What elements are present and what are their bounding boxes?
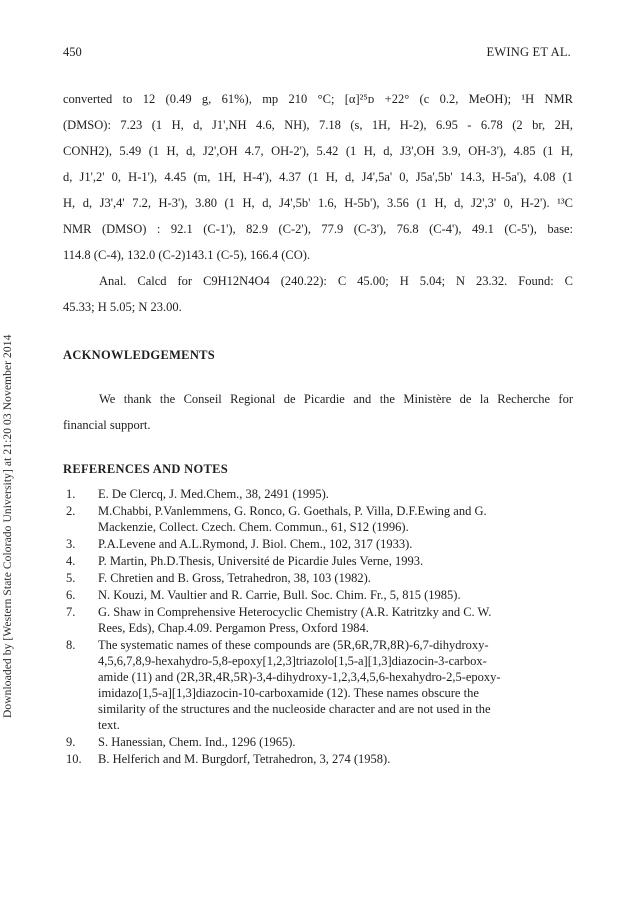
reference-item: [58, 637, 578, 733]
reference-text-line: G. Shaw in Comprehensive Heterocyclic Chemistry (A.R. Katritzky and C. W.: [98, 605, 492, 619]
reference-number: 7.: [66, 605, 76, 619]
reference-text-line: Rees, Eds), Chap.4.09. Pergamon Press, Oxford 1984.: [98, 621, 369, 635]
reference-text-line: 4,5,6,7,8,9-hexahydro-5,8-epoxy[1,2,3]triazolo[1,5-a][1,3]diazocin-3-carbox-: [98, 654, 487, 668]
analysis-line: 45.33; H 5.05; N 23.00.: [63, 300, 182, 314]
acknowledgements-heading: ACKNOWLEDGEMENTS: [63, 348, 216, 362]
page-number: 450: [63, 45, 82, 59]
experimental-paragraph: [63, 86, 573, 268]
reference-text-line: M.Chabbi, P.Vanlemmens, G. Ronco, G. Goethals, P. Villa, D.F.Ewing and G.: [98, 504, 487, 518]
reference-number: 8.: [66, 638, 76, 652]
reference-item: [58, 553, 578, 569]
reference-number: 4.: [66, 554, 76, 568]
reference-text-line: The systematic names of these compounds are (5R,6R,7R,8R)-6,7-dihydroxy-: [98, 638, 489, 652]
experimental-line: (DMSO): 7.23 (1 H, d, J1',NH 4.6, NH), 7.18 (s, 1H, H-2), 6.95 - 6.78 (2 br, 2H,: [63, 118, 573, 132]
reference-number: 2.: [66, 504, 76, 518]
references-heading: REFERENCES AND NOTES: [63, 462, 229, 476]
reference-text-line: similarity of the structures and the nucleoside character and are not used in the: [98, 702, 491, 716]
reference-text-line: P.A.Levene and A.L.Rymond, J. Biol. Chem., 102, 317 (1933).: [98, 537, 413, 551]
experimental-line: converted to 12 (0.49 g, 61%), mp 210 °C; [α]²⁵ᴅ +22° (c 0.2, MeOH); ¹H NMR: [63, 92, 573, 106]
acknowledgements-line: We thank the Conseil Regional de Picardie and the Ministère de la Recherche for: [99, 392, 573, 406]
reference-text-line: N. Kouzi, M. Vaultier and R. Carrie, Bull. Soc. Chim. Fr., 5, 815 (1985).: [98, 588, 461, 602]
experimental-line: d, J1',2' 0, H-1'), 4.45 (m, 1H, H-4'), 4.37 (1 H, d, J4',5a' 0, J5a',5b' 14.3, H-5a'), 4.08 (1: [63, 170, 573, 184]
reference-number: 9.: [66, 735, 76, 749]
acknowledgements-paragraph: [63, 386, 573, 438]
download-watermark: Downloaded by [Western State Colorado University] at 21:20 03 November 2014: [2, 334, 14, 718]
reference-number: 3.: [66, 537, 76, 551]
acknowledgements-line: financial support.: [63, 418, 151, 432]
reference-text-line: P. Martin, Ph.D.Thesis, Université de Picardie Jules Verne, 1993.: [98, 554, 424, 568]
experimental-line: 114.8 (C-4), 132.0 (C-2)143.1 (C-5), 166.4 (CO).: [63, 248, 311, 262]
running-header-authors: EWING ET AL.: [486, 45, 571, 59]
reference-number: 10.: [66, 752, 82, 766]
reference-text-line: Mackenzie, Collect. Czech. Chem. Commun., 61, S12 (1996).: [98, 520, 409, 534]
analysis-line: Anal. Calcd for C9H12N4O4 (240.22): C 45.00; H 5.04; N 23.32. Found: C: [99, 274, 573, 288]
experimental-line: H, d, J3',4' 7.2, H-3'), 3.80 (1 H, d, J4',5b' 1.6, H-5b'), 3.56 (1 H, d, J2',3' 0, H-2'). ¹³C: [63, 196, 573, 210]
reference-text-line: B. Helferich and M. Burgdorf, Tetrahedron, 3, 274 (1958).: [98, 752, 391, 766]
reference-text-line: imidazo[1,5-a][1,3]diazocin-10-carboxamide (12). These names obscure the: [98, 686, 479, 700]
reference-item: [58, 587, 578, 603]
analysis-paragraph: [63, 268, 573, 320]
reference-text-line: text.: [98, 718, 120, 732]
reference-number: 5.: [66, 571, 76, 585]
reference-number: 1.: [66, 487, 76, 501]
references-list: [58, 486, 578, 768]
reference-text-line: amide (11) and (2R,3R,4R,5R)-3,4-dihydroxy-1,2,3,4,5,6-hexahydro-2,5-epoxy-: [98, 670, 501, 684]
reference-item: [58, 486, 578, 502]
reference-item: [58, 604, 578, 636]
reference-item: [58, 734, 578, 750]
experimental-line: CONH2), 5.49 (1 H, d, J2',OH 4.7, OH-2'), 5.42 (1 H, d, J3',OH 3.9, OH-3'), 4.85 (1 H,: [63, 144, 573, 158]
reference-number: 6.: [66, 588, 76, 602]
reference-text-line: F. Chretien and B. Gross, Tetrahedron, 38, 103 (1982).: [98, 571, 371, 585]
experimental-line: NMR (DMSO) : 92.1 (C-1'), 82.9 (C-2'), 77.9 (C-3'), 76.8 (C-4'), 49.1 (C-5'), base:: [63, 222, 573, 236]
reference-text-line: S. Hanessian, Chem. Ind., 1296 (1965).: [98, 735, 296, 749]
reference-text-line: E. De Clercq, J. Med.Chem., 38, 2491 (1995).: [98, 487, 329, 501]
reference-item: [58, 503, 578, 535]
reference-item: [58, 536, 578, 552]
reference-item: [58, 751, 578, 767]
reference-item: [58, 570, 578, 586]
